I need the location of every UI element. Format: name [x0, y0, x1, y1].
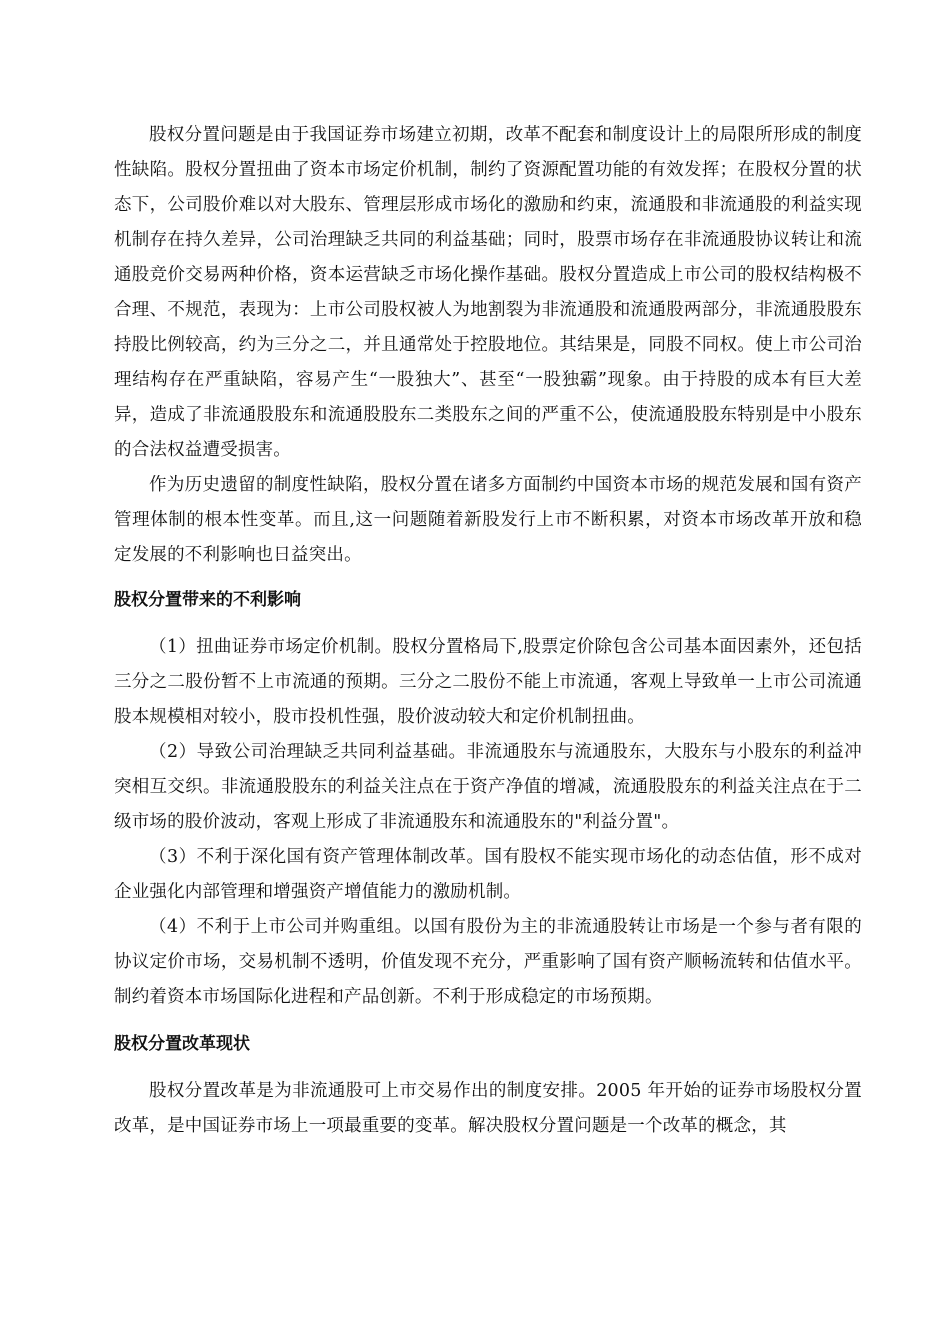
- reform-status-paragraph: 股权分置改革是为非流通股可上市交易作出的制度安排。2005 年开始的证券市场股权分置改革，是中国证券市场上一项最重要的变革。解决股权分置问题是一个改革的概念，其: [114, 1081, 862, 1136]
- effect-item-2: （2）导致公司治理缺乏共同利益基础。非流通股东与流通股东，大股东与小股东的利益冲突相互交织。非流通股股东的利益关注点在于资产净值的增减，流通股股东的利益关注点在于二级市场的股价波动，客观上形成了非流通股东和流通股东的"利益分置"。: [114, 742, 862, 832]
- section-heading-adverse-effects: 股权分置带来的不利影响: [114, 590, 301, 610]
- effect-item-1: （1）扭曲证券市场定价机制。股权分置格局下,股票定价除包含公司基本面因素外，还包括三分之二股份暂不上市流通的预期。三分之二股份不能上市流通，客观上导致单一上市公司流通股本规模相对较小，股市投机性强，股价波动较大和定价机制扭曲。: [114, 637, 862, 727]
- intro-paragraph-2: 作为历史遗留的制度性缺陷，股权分置在诸多方面制约中国资本市场的规范发展和国有资产管理体制的根本性变革。而且,这一问题随着新股发行上市不断积累，对资本市场改革开放和稳定发展的不利影响也日益突出。: [114, 475, 862, 565]
- section-heading-reform-status: 股权分置改革现状: [114, 1034, 250, 1054]
- intro-paragraph-1: 股权分置问题是由于我国证券市场建立初期，改革不配套和制度设计上的局限所形成的制度性缺陷。股权分置扭曲了资本市场定价机制，制约了资源配置功能的有效发挥；在股权分置的状态下，公司股价难以对大股东、管理层形成市场化的激励和约束，流通股和非流通股的利益实现机制存在持久差异，公司治理缺乏共同的利益基础；同时，股票市场存在非流通股协议转让和流通股竞价交易两种价格，资本运营缺乏市场化操作基础。股权分置造成上市公司的股权结构极不合理、不规范，表现为：上市公司股权被人为地割裂为非流通股和流通股两部分，非流通股股东持股比例较高，约为三分之二，并且通常处于控股地位。其结果是，同股不同权。使上市公司治理结构存在严重缺陷，容易产生“一股独大”、甚至“一股独霸”现象。由于持股的成本有巨大差异，造成了非流通股股东和流通股股东二类股东之间的严重不公，使流通股股东特别是中小股东的合法权益遭受损害。: [114, 125, 862, 460]
- effect-item-4: （4）不利于上市公司并购重组。以国有股份为主的非流通股转让市场是一个参与者有限的协议定价市场，交易机制不透明，价值发现不充分，严重影响了国有资产顺畅流转和估值水平。制约着资本市场国际化进程和产品创新。不利于形成稳定的市场预期。: [114, 917, 862, 1007]
- effect-item-3: （3）不利于深化国有资产管理体制改革。国有股权不能实现市场化的动态估值，形不成对企业强化内部管理和增强资产增值能力的激励机制。: [114, 847, 862, 902]
- document-body: [114, 118, 862, 1144]
